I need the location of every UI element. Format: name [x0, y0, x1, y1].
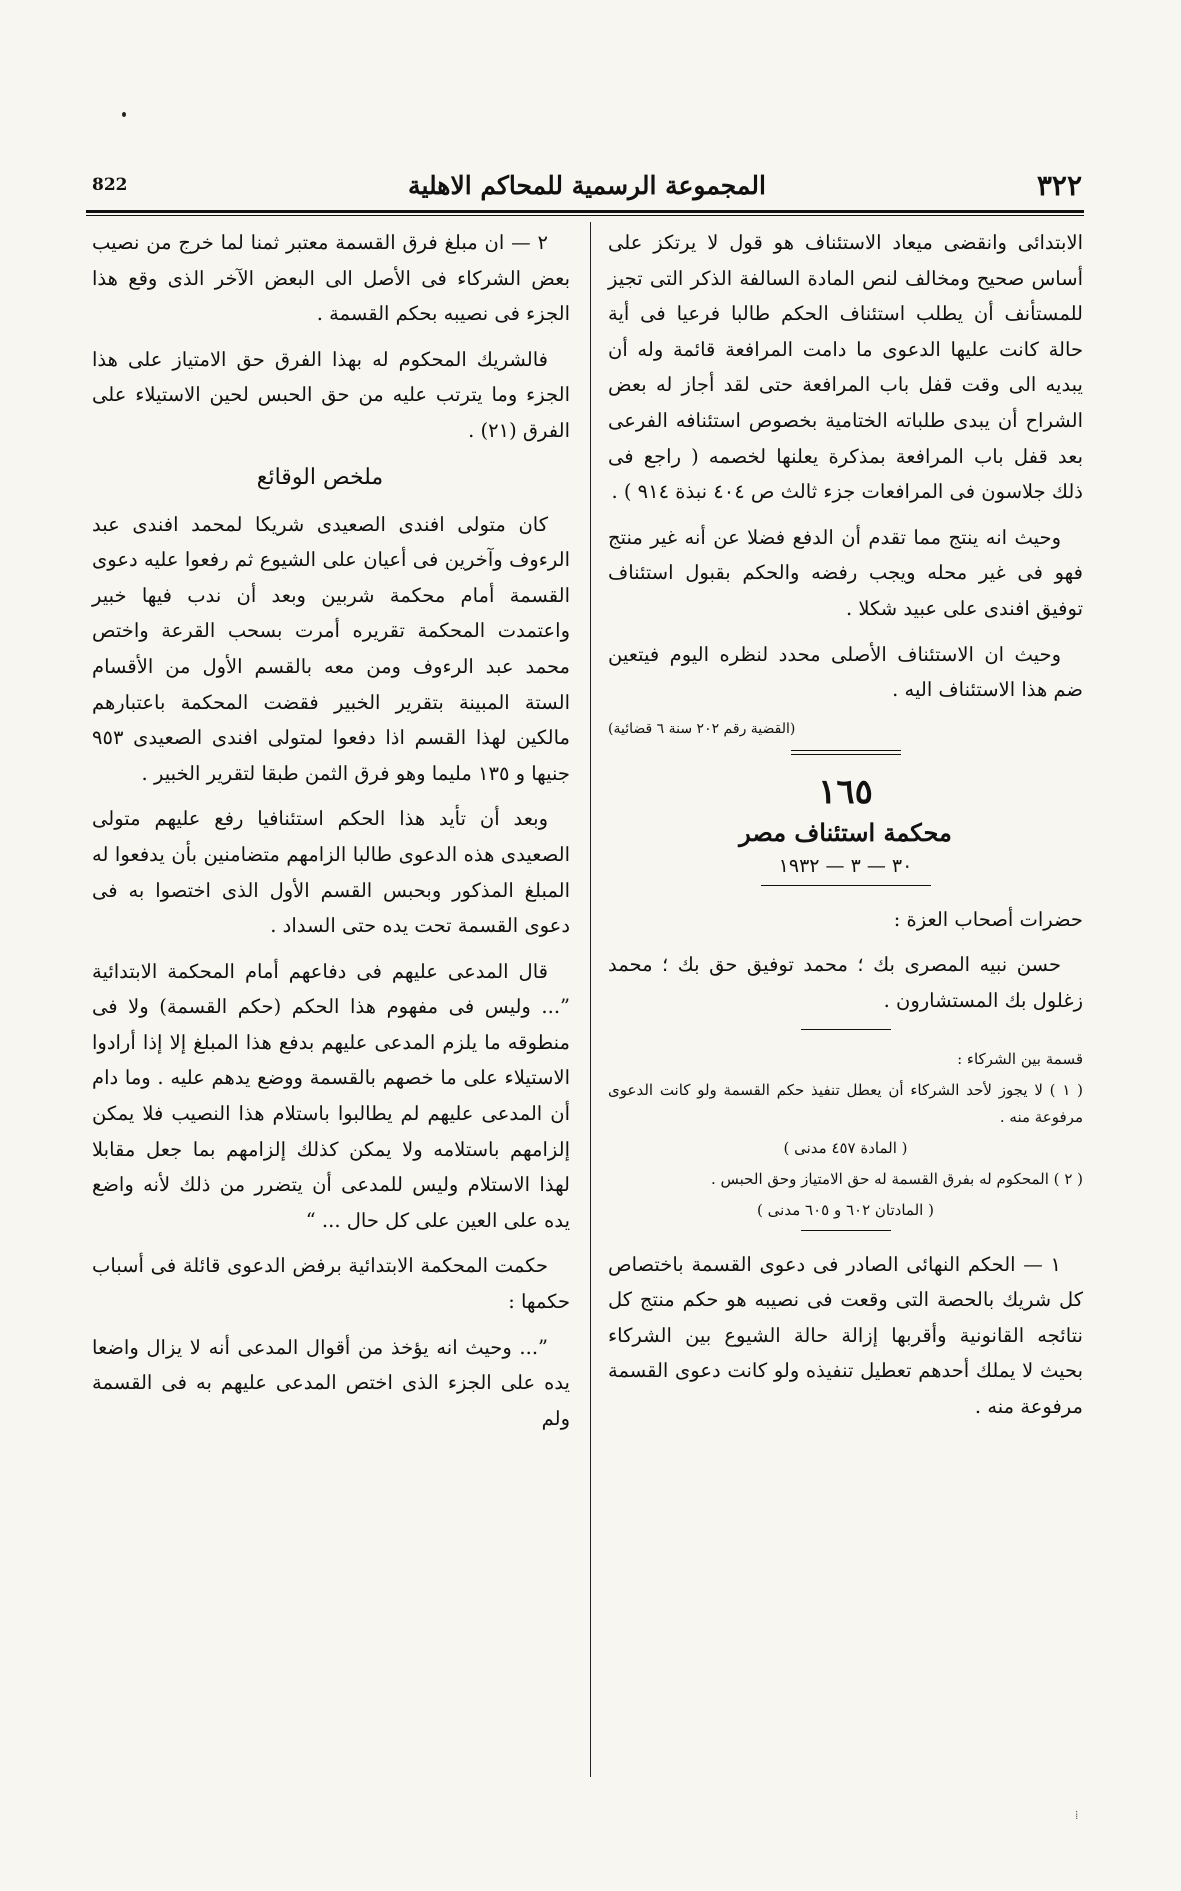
facts-heading: ملخص الوقائع: [256, 464, 384, 490]
date-rule: [761, 885, 931, 886]
page-header: [92, 163, 1082, 207]
paragraph: ”... وحيث انه يؤخذ من أقوال المدعى أنه لا يزال واضعا يده على الجزء الذى اختص المدعى عليهم به فى القسمة ولم: [92, 1335, 570, 1430]
summary-reference: ( المادة ٤٥٧ مدنى ): [783, 1138, 908, 1157]
left-column: [92, 225, 570, 1446]
paragraph: وحيث ان الاستئناف الأصلى محدد لنظره اليوم فيتعين ضم هذا الاستئناف اليه .: [608, 642, 1083, 702]
paragraph: قال المدعى عليهم فى دفاعهم أمام المحكمة الابتدائية ”... وليس فى مفهوم هذا الحكم (حكم القسمة) ولا فى منطوقه ما يلزم المدعى عليهم بدفع هذا المبلغ إلا إذا أرادوا الاستيلاء على ما خصهم بالقسمة ووضع يدهم عليه . وما دام أن المدعى عليهم لم يطالبوا باستلام هذا النصيب فلا يمكن إلزامهم باستلامه ولا يمكن كذلك إلزامهم بما جعل مقابلا لهذا الاستلام وليس للمدعى أن يتضرر من ذلك لأنه واضع يده على العين على كل حال ... “: [92, 959, 570, 1232]
case-citation: (القضية رقم ٢٠٢ سنة ٦ قضائية): [608, 720, 796, 737]
paragraph: حكمت المحكمة الابتدائية برفض الدعوى قائلة فى أسباب حكمها :: [92, 1254, 570, 1314]
paragraph: وحيث انه ينتج مما تقدم أن الدفع فضلا عن أنه غير منتج فهو فى غير محله ويجب رفضه والحكم بقبول استئناف توفيق افندى على عبيد شكلا .: [608, 525, 1083, 620]
header-rule: [86, 210, 1084, 213]
summary-item: ( ١ ) لا يجوز لأحد الشركاء أن يعطل تنفيذ حكم القسمة ولو كانت الدعوى مرفوعة منه .: [608, 1080, 1083, 1126]
paragraph: فالشريك المحكوم له بهذا الفرق حق الامتياز على هذا الجزء وما يترتب عليه من حق الحبس لحين الاستيلاء على الفرق (٢١) .: [92, 347, 570, 442]
scan-mark: ⁞: [1075, 1808, 1079, 1822]
case-number: ١٦٥: [818, 771, 873, 812]
short-rule: [801, 1230, 891, 1231]
legal-principle: ٢ — ان مبلغ فرق القسمة معتبر ثمنا لما خرج من نصيب بعض الشركاء فى الأصل الى البعض الآخر الذى وقع هذا الجزء فى نصيبه بحكم القسمة .: [92, 231, 570, 326]
paragraph: كان متولى افندى الصعيدى شريكا لمحمد افندى عبد الرءوف وآخرين فى أعيان على الشيوع ثم رفعوا عليه دعوى القسمة أمام محكمة شربين وبعد أن ندب فيها خبير واعتمدت المحكمة تقريره أمرت بسحب القرعة واختص محمد عبد الرءوف ومن معه بالقسم الأول من الأقسام الستة المبينة بتقرير الخبير فقضت المحكمة باعتبارهم مالكين لهذا القسم اذا دفعوا لمتولى افندى الصعيدى ٩٥٣ جنيها و ١٣٥ مليما وهو فرق الثمن طبقا لتقرير الخبير .: [92, 512, 570, 785]
running-title: المجموعة الرسمية للمحاكم الاهلية: [408, 170, 766, 200]
summary-heading: قسمة بين الشركاء :: [957, 1049, 1083, 1068]
summary-item: ( ٢ ) المحكوم له بفرق القسمة له حق الامتياز وحق الحبس .: [711, 1169, 1083, 1188]
court-name: محكمة استئناف مصر: [739, 817, 952, 847]
legal-principle: ١ — الحكم النهائى الصادر فى دعوى القسمة باختصاص كل شريك بالحصة التى وقعت فى نصيبه هو حكم منتج كل نتائجه القانونية وأقربها إزالة حالة الشيوع بين الشركاء بحيث لا يملك أحدهم تعطيل تنفيذه ولو كانت دعوى القسمة مرفوعة منه .: [608, 1252, 1083, 1418]
summary-reference: ( المادتان ٦٠٢ و ٦٠٥ مدنى ): [757, 1200, 934, 1219]
paragraph: وبعد أن تأيد هذا الحكم استئنافيا رفع عليهم متولى الصعيدى هذه الدعوى طالبا الزامهم متضامنين بأن يدفعوا له المبلغ المذكور وبحبس القسم الأول الذى اختصوا به فى دعوى القسمة تحت يده حتى السداد .: [92, 807, 570, 938]
judgment-date: ٣٠ — ٣ — ١٩٣٢: [778, 854, 913, 877]
presiding-label: حضرات أصحاب العزة :: [893, 907, 1083, 931]
summary-block: [608, 1046, 1083, 1224]
ink-speck: [122, 112, 126, 117]
header-rule-thin: [86, 215, 1084, 216]
short-rule: [801, 1029, 891, 1030]
page-number-arabic: ٣٢٢: [1036, 168, 1082, 202]
section-double-rule: [791, 750, 901, 755]
judges-list: حسن نبيه المصرى بك ؛ محمد توفيق حق بك ؛ محمد زغلول بك المستشارون .: [608, 953, 1083, 1012]
column-divider: [590, 222, 591, 1777]
right-column: [608, 225, 1083, 1434]
paragraph: الابتدائى وانقضى ميعاد الاستئناف هو قول لا يرتكز على أساس صحيح ومخالف لنص المادة السالفة الذكر التى تجيز للمستأنف أن يطلب استئناف الحكم طالبا فرعيا فى أية حالة كانت عليها الدعوى ما دامت المرافعة قائمة وله أن يبديه الى وقت قفل باب المرافعة حتى لقد أجاز له بعض الشراح أن يبدى طلباته الختامية بخصوص استئنافه الفرعى بعد قفل باب المرافعة بمذكرة يعلنها لخصمه ( راجع فى ذلك جلاسون فى المرافعات جزء ثالث ص ٤٠٤ نبذة ٩١٤ ) .: [608, 231, 1083, 504]
page-number-latin: 822: [92, 175, 128, 195]
